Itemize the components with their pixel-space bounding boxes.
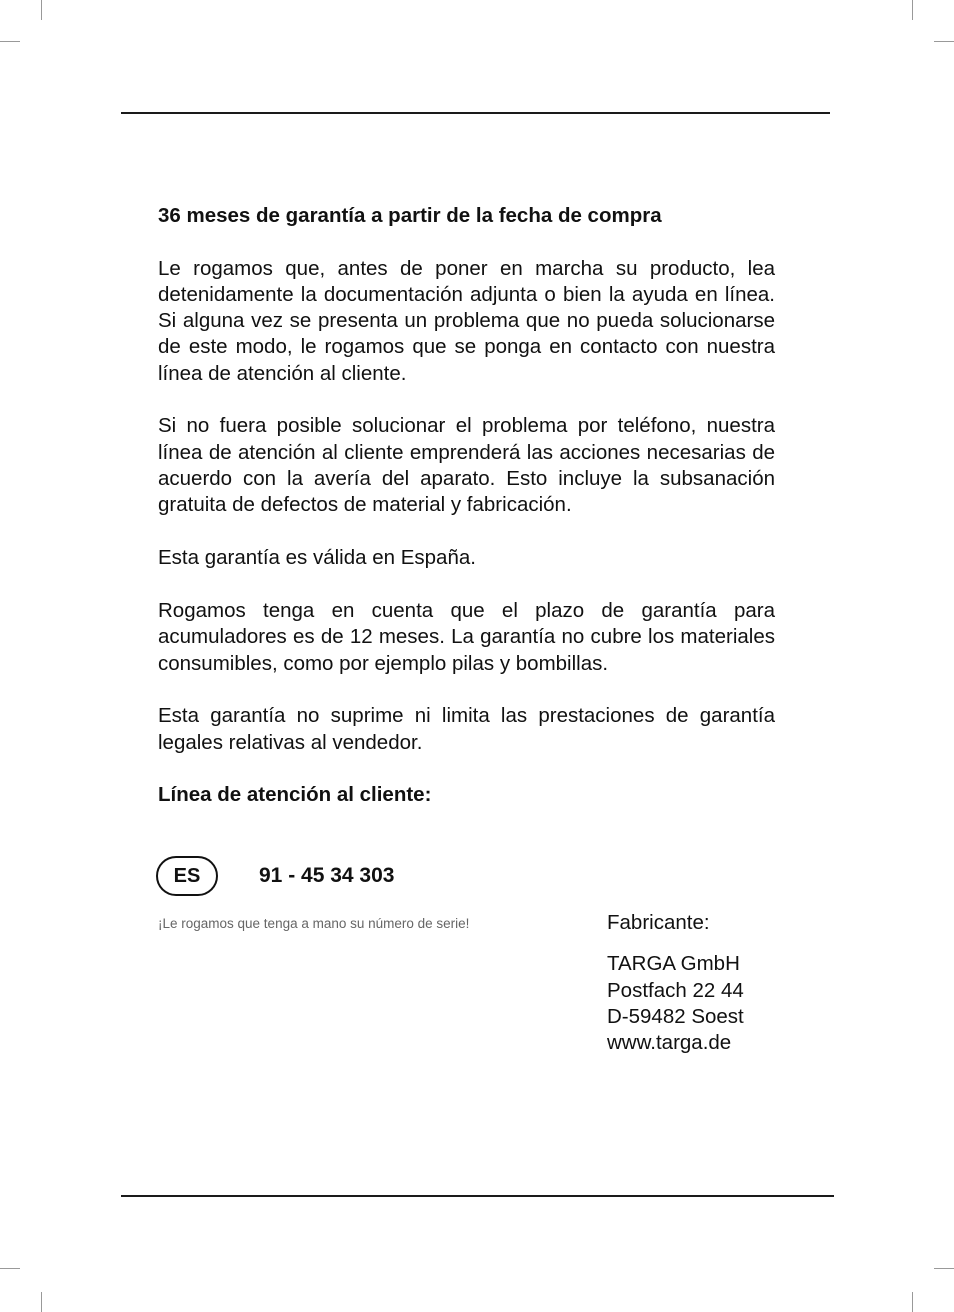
paragraph-1: Le rogamos que, antes de poner en marcha su producto, lea detenidamente la documentación adjunta o bien la ayuda en línea. Si alguna vez se presenta un problema que no pueda solucionarse de este modo, le rogamos que se ponga en contacto con nuestra línea de atención al cliente. — [158, 256, 775, 385]
paragraph-4: Rogamos tenga en cuenta que el plazo de garantía para acumuladores es de 12 meses. La garantía no cubre los materiales consumibles, como por ejemplo pilas y bombillas. — [158, 598, 775, 675]
crop-mark-top-left — [41, 0, 42, 20]
manufacturer-po-box: Postfach 22 44 — [607, 978, 744, 1002]
manufacturer-name: TARGA GmbH — [607, 952, 740, 976]
paragraph-5: Esta garantía no suprime ni limita las prestaciones de garantía legales relativas al vendedor. — [158, 704, 775, 754]
manufacturer-block — [607, 910, 744, 1056]
header-rule — [121, 112, 830, 114]
paragraph-3: Esta garantía es válida en España. — [158, 546, 476, 570]
crop-mark-bottom-right-h — [934, 1268, 954, 1269]
phone-number: 91 - 45 34 303 — [259, 864, 395, 887]
crop-mark-bottom-right — [912, 1292, 913, 1312]
serial-note: ¡Le rogamos que tenga a mano su número de serie! — [158, 916, 470, 931]
crop-mark-bottom-left — [41, 1292, 42, 1312]
crop-mark-top-right-h — [934, 41, 954, 42]
hotline-heading: Línea de atención al cliente: — [158, 783, 432, 807]
crop-mark-bottom-left-h — [0, 1268, 20, 1269]
crop-mark-top-right — [912, 0, 913, 20]
footer-rule — [121, 1195, 834, 1197]
manufacturer-website: www.targa.de — [607, 1031, 732, 1055]
country-badge: ES — [156, 856, 218, 896]
hotline-row — [156, 853, 394, 899]
warranty-heading: 36 meses de garantía a partir de la fecha de compra — [158, 204, 662, 227]
manufacturer-label: Fabricante: — [607, 911, 710, 934]
crop-mark-top-left-h — [0, 41, 20, 42]
paragraph-2: Si no fuera posible solucionar el problema por teléfono, nuestra línea de atención al cliente emprenderá las acciones necesarias de acuerdo con la avería del aparato. Esto incluye la subsanación gratuita de defectos de material y fabricación. — [158, 414, 775, 517]
manufacturer-city: D-59482 Soest — [607, 1004, 744, 1028]
warranty-text — [158, 203, 775, 808]
